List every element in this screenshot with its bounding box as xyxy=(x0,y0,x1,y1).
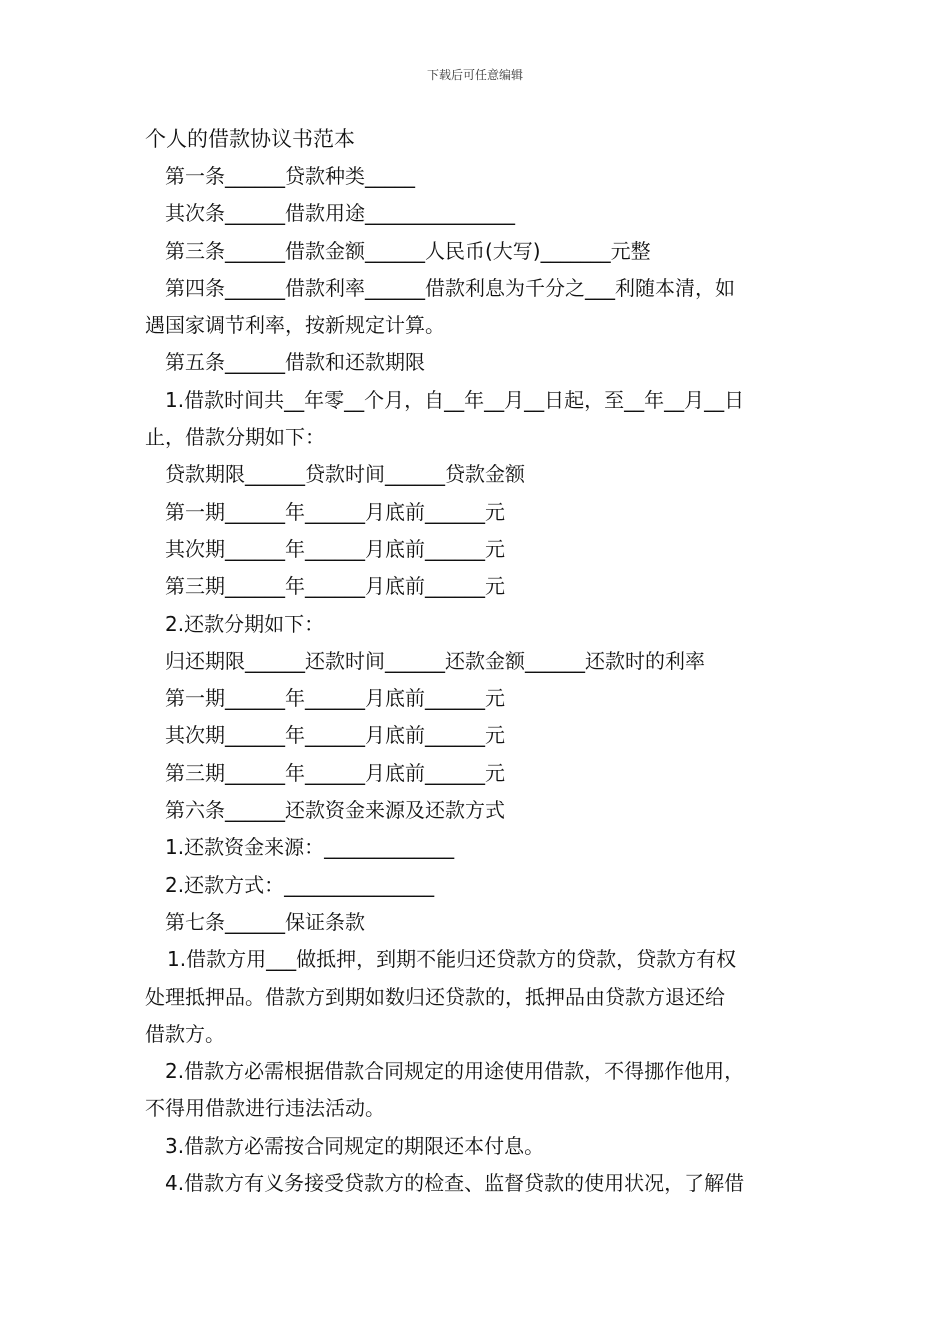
clause-2-loan-purpose: 其次条______借款用途_______________ xyxy=(165,201,515,226)
repay-schedule-row: 其次期______年______月底前______元 xyxy=(165,723,505,748)
clause-1-loan-type: 第一条______贷款种类_____ xyxy=(165,164,415,188)
clause-7-guarantee: 第七条______保证条款 xyxy=(165,909,365,934)
clause-6-repayment: 第六条______还款资金来源及还款方式 xyxy=(165,798,505,823)
clause-7-item-1-continued: 借款方。 xyxy=(145,1021,225,1046)
clause-7-item-1: 1.借款方用___做抵押，到期不能归还贷款方的贷款，贷款方有权 xyxy=(167,947,737,972)
loan-schedule-row: 其次期______年______月底前______元 xyxy=(165,536,505,561)
clause-6-item-1: 1.还款资金来源：_____________ xyxy=(165,835,455,860)
loan-schedule-row: 第一期______年______月底前______元 xyxy=(165,499,505,524)
clause-4-interest-rate: 第四条______借款利率______借款利息为千分之___利随本清，如 xyxy=(165,275,735,300)
document-title: 个人的借款协议书范本 xyxy=(145,127,355,151)
repay-schedule-header: 归还期限______还款时间______还款金额______还款时的利率 xyxy=(165,648,705,673)
document-body xyxy=(145,120,810,1202)
repay-schedule-row: 第一期______年______月底前______元 xyxy=(165,686,505,711)
clause-7-item-2: 2.借款方必需根据借款合同规定的用途使用借款，不得挪作他用， xyxy=(165,1059,745,1084)
clause-7-item-3: 3.借款方必需按合同规定的期限还本付息。 xyxy=(165,1133,545,1158)
clause-7-item-2-continued: 不得用借款进行违法活动。 xyxy=(145,1096,385,1121)
clause-5-term: 第五条______借款和还款期限 xyxy=(165,350,425,375)
loan-schedule-row: 第三期______年______月底前______元 xyxy=(165,574,505,599)
loan-schedule-header: 贷款期限______贷款时间______贷款金额 xyxy=(165,462,525,487)
clause-7-item-1-continued: 处理抵押品。借款方到期如数归还贷款的，抵押品由贷款方退还给 xyxy=(145,984,725,1009)
header-note: 下载后可任意编辑 xyxy=(426,68,523,82)
clause-4-continued: 遇国家调节利率，按新规定计算。 xyxy=(145,313,445,338)
clause-6-item-2: 2.还款方式：_______________ xyxy=(165,872,435,897)
clause-7-item-4: 4.借款方有义务接受贷款方的检查、监督贷款的使用状况，了解借 xyxy=(165,1171,745,1196)
clause-5-item-1: 1.借款时间共__年零__个月，自__年__月__日起，至__年__月__日 xyxy=(165,387,745,412)
clause-5-item-2: 2.还款分期如下： xyxy=(165,611,325,636)
repay-schedule-row: 第三期______年______月底前______元 xyxy=(165,760,505,785)
clause-3-loan-amount: 第三条______借款金额______人民币(大写)_______元整 xyxy=(165,238,651,263)
clause-5-item-1-continued: 止，借款分期如下： xyxy=(145,425,325,450)
